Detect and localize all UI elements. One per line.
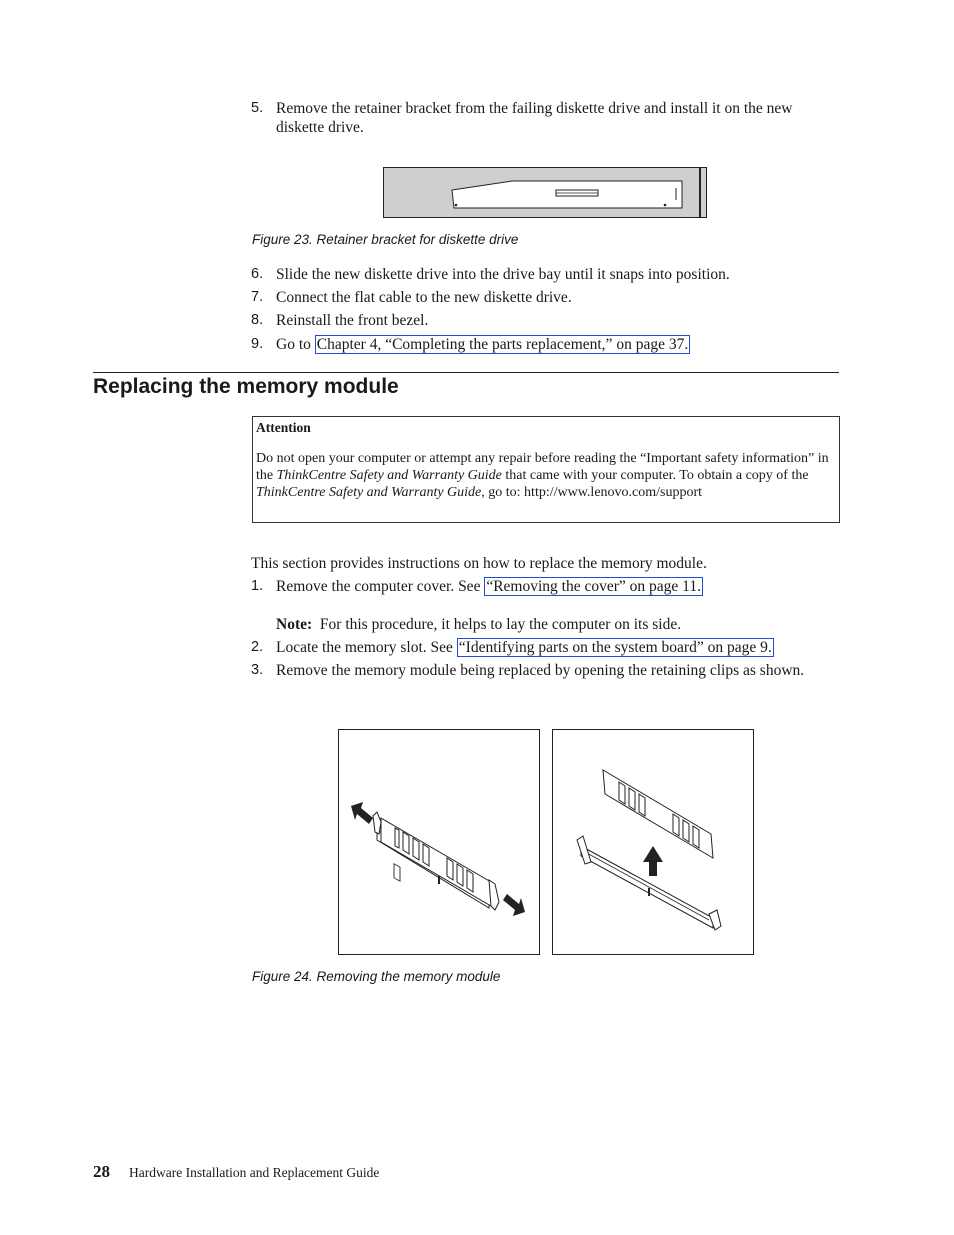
intro-paragraph: This section provides instructions on how to replace the memory module. (251, 555, 707, 572)
step-prefix: Remove the computer cover. See (276, 578, 485, 595)
figure-24-panel-lift-module (552, 729, 754, 955)
step-number: 6. (251, 266, 264, 282)
attention-text (256, 450, 834, 501)
step-text (276, 638, 841, 657)
attention-text-part: that came with your computer. To obtain a copy of the (501, 468, 809, 483)
note (276, 615, 841, 634)
step-number: 5. (251, 100, 264, 116)
step-text (276, 335, 841, 354)
step-prefix: Locate the memory slot. See (276, 639, 457, 656)
figure-24-caption: Figure 24. Removing the memory module (252, 969, 501, 984)
step-text: Reinstall the front bezel. (276, 312, 429, 329)
guide-title: ThinkCentre Safety and Warranty Guide (276, 468, 502, 483)
step-number: 3. (251, 662, 264, 678)
note-text: For this procedure, it helps to lay the computer on its side. (319, 616, 682, 633)
chapter-4-link[interactable]: Chapter 4, “Completing the parts replacement,” on page 37. (316, 336, 689, 353)
section-heading: Replacing the memory module (93, 375, 399, 398)
guide-title: ThinkCentre Safety and Warranty Guide (256, 485, 482, 500)
attention-box (252, 416, 840, 523)
identifying-parts-link[interactable]: “Identifying parts on the system board” on page 9. (458, 639, 772, 656)
step-text: Connect the flat cable to the new diskette drive. (276, 289, 572, 306)
attention-text-part: Do not open your computer or attempt any repair before reading the “Important safety information” in the (256, 451, 829, 483)
memory-module-lift-illustration (553, 730, 753, 954)
section-divider (93, 372, 839, 373)
step-number: 9. (251, 336, 264, 352)
step-number: 7. (251, 289, 264, 305)
step-text: Remove the retainer bracket from the failing diskette drive and install it on the new diskette drive. (276, 100, 793, 136)
figure-24-panel-open-clips (338, 729, 540, 955)
figure-23-caption: Figure 23. Retainer bracket for diskette drive (252, 232, 519, 247)
step-number: 1. (251, 578, 264, 594)
memory-clips-open-illustration (339, 730, 539, 954)
step-text (276, 577, 841, 596)
step-number: 2. (251, 639, 264, 655)
step-text: Slide the new diskette drive into the drive bay until it snaps into position. (276, 266, 730, 283)
step-prefix: Go to (276, 336, 315, 353)
page-number: 28 (93, 1162, 110, 1181)
note-label: Note: (276, 616, 313, 633)
figure-23-image (383, 167, 707, 218)
step-text: Remove the memory module being replaced by opening the retaining clips as shown. (276, 662, 805, 679)
attention-label: Attention (256, 420, 311, 435)
removing-cover-link[interactable]: “Removing the cover” on page 11. (486, 578, 701, 595)
step-number: 8. (251, 312, 264, 328)
attention-text-part: , go to: http://www.lenovo.com/support (481, 485, 703, 500)
retainer-bracket-illustration (384, 168, 706, 217)
footer-title: Hardware Installation and Replacement Guide (129, 1165, 380, 1180)
